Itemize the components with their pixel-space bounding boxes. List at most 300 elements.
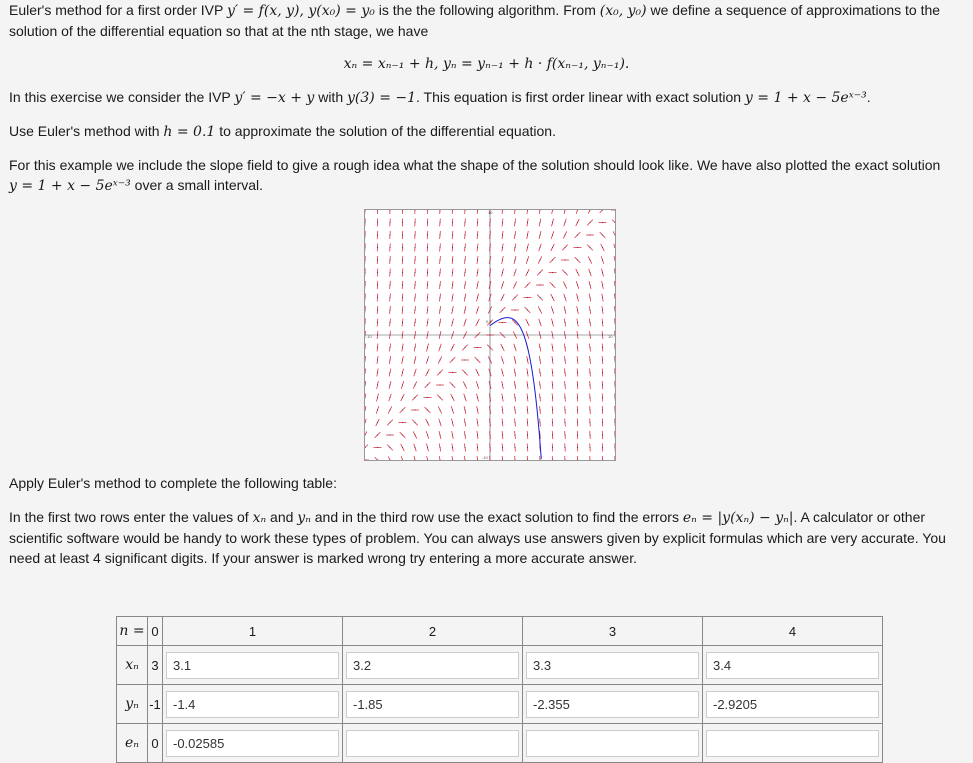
- field-point: [489, 347, 490, 348]
- field-point: [539, 284, 540, 285]
- field-point: [602, 447, 603, 448]
- field-point: [452, 397, 453, 398]
- field-point: [614, 459, 615, 460]
- field-point: [577, 322, 578, 323]
- field-point: [464, 272, 465, 273]
- field-point: [502, 210, 503, 211]
- x-min-label: -10: [366, 334, 373, 339]
- field-point: [402, 259, 403, 260]
- field-point: [502, 234, 503, 235]
- field-point: [614, 397, 615, 398]
- field-point: [377, 397, 378, 398]
- field-point: [489, 247, 490, 248]
- field-point: [539, 422, 540, 423]
- field-point: [602, 234, 603, 235]
- x4-input[interactable]: [706, 652, 879, 679]
- field-point: [439, 309, 440, 310]
- field-point: [464, 397, 465, 398]
- xn-label: xₙ: [117, 646, 148, 685]
- field-point: [439, 234, 440, 235]
- field-point: [502, 359, 503, 360]
- field-point: [389, 422, 390, 423]
- field-point: [464, 459, 465, 460]
- field-point: [614, 272, 615, 273]
- field-point: [552, 372, 553, 373]
- field-point: [439, 297, 440, 298]
- field-point: [365, 397, 366, 398]
- field-point: [602, 372, 603, 373]
- field-point: [414, 359, 415, 360]
- field-point: [527, 234, 528, 235]
- field-point: [614, 434, 615, 435]
- field-point: [527, 322, 528, 323]
- field-point: [564, 222, 565, 223]
- field-point: [539, 234, 540, 235]
- field-point: [564, 272, 565, 273]
- field-point: [439, 372, 440, 373]
- field-point: [602, 297, 603, 298]
- field-point: [552, 259, 553, 260]
- field-point: [389, 359, 390, 360]
- field-point: [464, 447, 465, 448]
- field-point: [427, 297, 428, 298]
- field-point: [439, 334, 440, 335]
- field-point: [414, 234, 415, 235]
- field-point: [464, 372, 465, 373]
- e1-input[interactable]: [166, 730, 339, 757]
- field-point: [514, 384, 515, 385]
- field-point: [439, 422, 440, 423]
- field-point: [427, 222, 428, 223]
- field-point: [414, 347, 415, 348]
- field-point: [452, 234, 453, 235]
- e2-input[interactable]: [346, 730, 519, 757]
- exercise-paragraph: In this exercise we consider the IVP y′ = −x + y with y(3) = −1. This equation is first order linear with exact solution y = 1 + x − 5eˣ⁻³.: [9, 87, 964, 108]
- field-point: [452, 372, 453, 373]
- table-instructions: In the first two rows enter the values of xₙ and yₙ and in the third row use the exact solution to find the errors eₙ = |y(xₙ) − yₙ|. A calculator or other scientific software would be handy to work these types of problem. You can always use answers given by explicit formulas which are very accurate. You need at least 4 significant digits. If your answer is marked wrong try entering a more accurate answer.: [9, 507, 964, 568]
- field-point: [427, 384, 428, 385]
- euler-formula: xₙ = xₙ₋₁ + h, yₙ = yₙ₋₁ + h · f(xₙ₋₁, yₙ₋₁).: [0, 55, 973, 72]
- field-point: [414, 247, 415, 248]
- origin-label: 0.5: [486, 319, 492, 324]
- field-point: [464, 359, 465, 360]
- field-point: [452, 210, 453, 211]
- field-point: [414, 222, 415, 223]
- field-point: [427, 372, 428, 373]
- field-point: [414, 210, 415, 211]
- field-point: [514, 222, 515, 223]
- field-point: [402, 372, 403, 373]
- field-point: [414, 272, 415, 273]
- field-point: [514, 447, 515, 448]
- field-point: [389, 434, 390, 435]
- field-point: [452, 272, 453, 273]
- field-point: [427, 434, 428, 435]
- field-point: [602, 347, 603, 348]
- y3-input[interactable]: [526, 691, 699, 718]
- field-point: [527, 359, 528, 360]
- field-point: [452, 259, 453, 260]
- field-point: [414, 447, 415, 448]
- field-point: [452, 322, 453, 323]
- field-point: [414, 422, 415, 423]
- field-point: [527, 334, 528, 335]
- field-point: [477, 447, 478, 448]
- field-point: [564, 334, 565, 335]
- field-point: [452, 422, 453, 423]
- slope-field-plot: [364, 209, 616, 461]
- field-point: [402, 397, 403, 398]
- field-point: [464, 234, 465, 235]
- field-point: [389, 322, 390, 323]
- y4-input[interactable]: [706, 691, 879, 718]
- field-point: [502, 272, 503, 273]
- field-point: [414, 259, 415, 260]
- field-point: [414, 397, 415, 398]
- field-point: [577, 234, 578, 235]
- field-point: [489, 397, 490, 398]
- field-point: [589, 459, 590, 460]
- table-header-row: [117, 617, 883, 646]
- field-point: [589, 397, 590, 398]
- x1-input[interactable]: [166, 652, 339, 679]
- field-point: [552, 284, 553, 285]
- field-point: [514, 409, 515, 410]
- field-point: [402, 322, 403, 323]
- field-point: [389, 397, 390, 398]
- field-point: [402, 297, 403, 298]
- field-point: [365, 247, 366, 248]
- field-point: [564, 422, 565, 423]
- field-point: [427, 259, 428, 260]
- field-point: [489, 384, 490, 385]
- field-point: [414, 284, 415, 285]
- field-point: [577, 459, 578, 460]
- field-point: [564, 284, 565, 285]
- field-point: [464, 309, 465, 310]
- field-point: [514, 259, 515, 260]
- field-point: [365, 409, 366, 410]
- field-point: [514, 284, 515, 285]
- field-point: [602, 272, 603, 273]
- field-point: [502, 422, 503, 423]
- y1-input[interactable]: [166, 691, 339, 718]
- field-point: [452, 284, 453, 285]
- y0-value: -1: [148, 685, 163, 724]
- field-point: [389, 334, 390, 335]
- x2-input[interactable]: [346, 652, 519, 679]
- field-point: [514, 334, 515, 335]
- field-point: [377, 422, 378, 423]
- field-point: [589, 359, 590, 360]
- field-point: [427, 409, 428, 410]
- field-point: [452, 447, 453, 448]
- field-point: [614, 422, 615, 423]
- y2-input[interactable]: [346, 691, 519, 718]
- en-row: [117, 724, 883, 763]
- field-point: [564, 409, 565, 410]
- field-point: [477, 309, 478, 310]
- col-header-2: 2: [343, 617, 523, 646]
- field-point: [552, 309, 553, 310]
- field-point: [552, 334, 553, 335]
- field-point: [389, 259, 390, 260]
- field-point: [477, 210, 478, 211]
- field-point: [614, 334, 615, 335]
- field-point: [489, 222, 490, 223]
- field-point: [614, 384, 615, 385]
- field-point: [452, 222, 453, 223]
- field-point: [427, 397, 428, 398]
- field-point: [589, 334, 590, 335]
- field-point: [377, 284, 378, 285]
- field-point: [427, 234, 428, 235]
- field-point: [577, 334, 578, 335]
- field-point: [564, 247, 565, 248]
- field-point: [477, 272, 478, 273]
- field-point: [577, 397, 578, 398]
- field-point: [577, 422, 578, 423]
- field-point: [502, 247, 503, 248]
- field-point: [527, 384, 528, 385]
- field-point: [577, 284, 578, 285]
- field-point: [539, 459, 540, 460]
- field-point: [589, 259, 590, 260]
- field-point: [502, 434, 503, 435]
- field-point: [489, 309, 490, 310]
- field-point: [439, 434, 440, 435]
- field-point: [452, 247, 453, 248]
- field-point: [564, 309, 565, 310]
- field-point: [377, 259, 378, 260]
- field-point: [539, 384, 540, 385]
- field-point: [414, 334, 415, 335]
- field-point: [389, 284, 390, 285]
- field-point: [502, 297, 503, 298]
- field-point: [539, 259, 540, 260]
- field-point: [589, 434, 590, 435]
- field-point: [602, 359, 603, 360]
- field-point: [589, 372, 590, 373]
- field-point: [589, 322, 590, 323]
- field-point: [514, 322, 515, 323]
- field-point: [564, 359, 565, 360]
- field-point: [602, 222, 603, 223]
- field-point: [552, 384, 553, 385]
- field-point: [439, 247, 440, 248]
- field-point: [502, 322, 503, 323]
- field-point: [589, 247, 590, 248]
- field-point: [414, 434, 415, 435]
- field-point: [602, 259, 603, 260]
- field-point: [452, 359, 453, 360]
- field-point: [514, 397, 515, 398]
- field-point: [564, 459, 565, 460]
- field-point: [514, 234, 515, 235]
- field-point: [589, 234, 590, 235]
- field-point: [427, 334, 428, 335]
- field-point: [439, 384, 440, 385]
- field-point: [577, 372, 578, 373]
- field-point: [477, 422, 478, 423]
- e3-input[interactable]: [526, 730, 699, 757]
- field-point: [389, 447, 390, 448]
- field-point: [502, 409, 503, 410]
- field-point: [614, 247, 615, 248]
- field-point: [365, 210, 366, 211]
- field-point: [439, 259, 440, 260]
- field-point: [452, 434, 453, 435]
- field-point: [527, 297, 528, 298]
- field-point: [502, 372, 503, 373]
- field-point: [377, 334, 378, 335]
- field-point: [377, 234, 378, 235]
- field-point: [365, 297, 366, 298]
- field-point: [502, 447, 503, 448]
- field-point: [577, 222, 578, 223]
- yn-label: yₙ: [117, 685, 148, 724]
- field-point: [427, 347, 428, 348]
- field-point: [614, 409, 615, 410]
- field-point: [452, 334, 453, 335]
- field-point: [577, 309, 578, 310]
- field-point: [377, 447, 378, 448]
- field-point: [377, 210, 378, 211]
- field-point: [589, 384, 590, 385]
- slope-field-paragraph: For this example we include the slope field to give a rough idea what the shape of the solution should look like. We have also plotted the exact solution y = 1 + x − 5eˣ⁻³ over a small interval.: [9, 155, 964, 196]
- field-point: [414, 309, 415, 310]
- y-max-label: 10: [488, 210, 493, 215]
- field-point: [527, 397, 528, 398]
- field-point: [564, 384, 565, 385]
- field-point: [414, 372, 415, 373]
- field-point: [577, 347, 578, 348]
- field-point: [564, 434, 565, 435]
- e4-input[interactable]: [706, 730, 879, 757]
- field-point: [539, 322, 540, 323]
- field-point: [464, 297, 465, 298]
- field-point: [427, 247, 428, 248]
- field-point: [377, 272, 378, 273]
- field-point: [527, 459, 528, 460]
- field-point: [539, 309, 540, 310]
- field-point: [552, 434, 553, 435]
- field-point: [564, 397, 565, 398]
- field-point: [414, 322, 415, 323]
- field-point: [589, 447, 590, 448]
- field-point: [564, 322, 565, 323]
- n0-header: 0: [148, 617, 163, 646]
- field-point: [464, 284, 465, 285]
- field-point: [602, 459, 603, 460]
- field-point: [527, 447, 528, 448]
- field-point: [577, 409, 578, 410]
- y-min-label: -10: [482, 455, 489, 460]
- field-point: [514, 309, 515, 310]
- field-point: [464, 434, 465, 435]
- field-point: [452, 347, 453, 348]
- field-point: [552, 322, 553, 323]
- field-point: [539, 359, 540, 360]
- field-point: [402, 434, 403, 435]
- field-point: [527, 247, 528, 248]
- field-point: [602, 409, 603, 410]
- field-point: [527, 222, 528, 223]
- field-point: [439, 347, 440, 348]
- field-point: [539, 334, 540, 335]
- field-point: [414, 384, 415, 385]
- field-point: [502, 459, 503, 460]
- ivp-general: y′ = f(x, y), y(x₀) = y₀: [227, 3, 375, 19]
- field-point: [477, 284, 478, 285]
- field-point: [427, 322, 428, 323]
- field-point: [577, 359, 578, 360]
- field-point: [514, 272, 515, 273]
- field-point: [477, 234, 478, 235]
- field-point: [377, 297, 378, 298]
- field-point: [502, 334, 503, 335]
- col-header-4: 4: [703, 617, 883, 646]
- field-point: [564, 347, 565, 348]
- field-point: [589, 422, 590, 423]
- field-point: [502, 259, 503, 260]
- field-point: [439, 222, 440, 223]
- field-point: [464, 222, 465, 223]
- field-point: [514, 434, 515, 435]
- field-point: [477, 384, 478, 385]
- field-point: [439, 210, 440, 211]
- field-point: [552, 247, 553, 248]
- step-paragraph: Use Euler's method with h = 0.1 to approximate the solution of the differential equation.: [9, 121, 964, 142]
- field-point: [477, 459, 478, 460]
- field-point: [402, 284, 403, 285]
- field-point: [402, 359, 403, 360]
- field-point: [402, 447, 403, 448]
- field-point: [552, 459, 553, 460]
- field-point: [402, 210, 403, 211]
- field-point: [439, 322, 440, 323]
- field-point: [427, 210, 428, 211]
- field-point: [477, 409, 478, 410]
- field-point: [377, 359, 378, 360]
- field-point: [402, 234, 403, 235]
- field-point: [439, 447, 440, 448]
- field-point: [389, 372, 390, 373]
- field-point: [489, 447, 490, 448]
- field-point: [589, 347, 590, 348]
- field-point: [552, 297, 553, 298]
- field-point: [577, 272, 578, 273]
- field-point: [514, 459, 515, 460]
- field-point: [614, 210, 615, 211]
- x3-input[interactable]: [526, 652, 699, 679]
- field-point: [452, 309, 453, 310]
- field-point: [365, 384, 366, 385]
- field-point: [427, 284, 428, 285]
- field-point: [527, 309, 528, 310]
- field-point: [365, 347, 366, 348]
- field-point: [365, 284, 366, 285]
- field-point: [564, 447, 565, 448]
- field-point: [514, 422, 515, 423]
- field-point: [514, 372, 515, 373]
- field-point: [552, 447, 553, 448]
- field-point: [377, 384, 378, 385]
- field-point: [464, 347, 465, 348]
- en-label: eₙ: [117, 724, 148, 763]
- field-point: [377, 409, 378, 410]
- field-point: [464, 384, 465, 385]
